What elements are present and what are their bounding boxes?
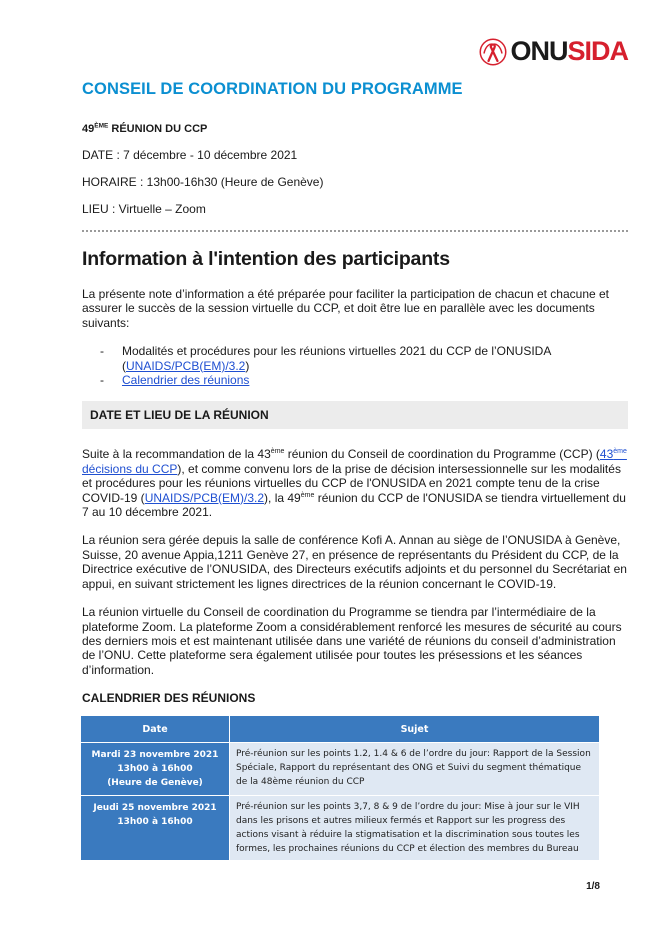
list-item: - Modalités et procédures pour les réunions virtuelles 2021 du CCP de l’ONUSIDA (UNAIDS/PCB(EM)/3.2) — [100, 344, 628, 373]
logo-text: ONUSIDA — [510, 36, 628, 66]
row-date: Jeudi 25 novembre 2021 13h00 à 16h00 — [81, 796, 230, 861]
column-header-date: Date — [81, 716, 230, 743]
column-header-subject: Sujet — [230, 716, 600, 743]
time-line: HORAIRE : 13h00-16h30 (Heure de Genève) — [82, 175, 324, 189]
page-title: CONSEIL DE COORDINATION DU PROGRAMME — [82, 80, 463, 98]
calendar-table — [80, 715, 600, 861]
date-line: DATE : 7 décembre - 10 décembre 2021 — [82, 148, 298, 162]
decisions-link[interactable]: 43ème décisions du CCP — [82, 447, 627, 476]
table-row — [81, 743, 600, 796]
row-subject: Pré-réunion sur les points 3,7, 8 & 9 de l’ordre du jour: Mise à jour sur le VIH dans les prisons et autres milieux fermés et Rapport sur les progress des actions visant à réduire la stigmatisation et la discrimination sous toutes les formes, les prochaines réunions du CCP et élection des membres du Bureau — [230, 796, 600, 861]
paragraph-venue: La réunion sera gérée depuis la salle de conférence Kofi A. Annan au siège de l’ONUSIDA à Genève, Suisse, 20 avenue Appia,1211 Genève 27, en présence de représentants du Président du CCP, de la Directrice exécutive de l’ONUSIDA, des Directeurs exécutifs adjoints et du personnel du Secrétariat en appui, en suivant strictement les lignes directrices de la réunion concernant le COVID-19. — [82, 533, 627, 591]
dotted-divider — [82, 229, 628, 232]
table-row — [81, 796, 600, 861]
section-bar-date-lieu: DATE ET LIEU DE LA RÉUNION — [82, 401, 628, 429]
page-number: 1/8 — [586, 881, 600, 892]
onusida-logo — [478, 36, 628, 67]
pcb-document-link[interactable]: UNAIDS/PCB(EM)/3.2 — [126, 358, 246, 373]
section-heading: Information à l'intention des participants — [82, 248, 450, 270]
intro-paragraph: La présente note d’information a été préparée pour faciliter la participation de chacun et chacune et assurer le succès de la session virtuelle du CCP, et doit être lue en parallèle avec les documents suivants: — [82, 287, 610, 330]
ribbon-emblem-icon — [478, 37, 508, 67]
list-item — [100, 373, 628, 387]
meeting-number: 49ÈME RÉUNION DU CCP — [82, 122, 208, 135]
pcb-document-link-2[interactable]: UNAIDS/PCB(EM)/3.2 — [144, 490, 265, 505]
row-date: Mardi 23 novembre 2021 13h00 à 16h00 (Heure de Genève) — [81, 743, 230, 796]
row-subject: Pré-réunion sur les points 1.2, 1.4 & 6 de l’ordre du jour: Rapport de la Session Spéciale, Rapport du représentant des ONG et Suivi du segment thématique de la 48ème réunion du CCP — [230, 743, 600, 796]
document-list — [82, 344, 628, 387]
location-line: LIEU : Virtuelle – Zoom — [82, 202, 206, 216]
calendar-link[interactable]: Calendrier des réunions — [122, 373, 250, 388]
document-body — [82, 80, 628, 861]
table-header-row — [81, 716, 600, 743]
paragraph-recommendation: Suite à la recommandation de la 43ème réunion du Conseil de coordination du Programme (CCP) (43ème décisions du CCP), et comme convenu lors de la prise de décision intersessionnelle sur les modalités et procédures pour les réunions virtuelles du CCP de l'ONUSIDA en 2021 compte tenu de la crise COVID-19 (UNAIDS/PCB(EM)/3.2), la 49ème réunion du CCP de l'ONUSIDA se tiendra virtuellement du 7 au 10 décembre 2021. — [82, 447, 627, 520]
paragraph-zoom: La réunion virtuelle du Conseil de coordination du Programme se tiendra par l’intermédiaire de la plateforme Zoom. La plateforme Zoom a considérablement renforcé les mesures de sécurité au cours des derniers mois et est maintenant utilisée dans une variété de réunions du conseil d’administration de l’ONU. Cette plateforme sera également utilisée pour toutes les présessions et les séances d’information. — [82, 605, 622, 677]
calendar-title: CALENDRIER DES RÉUNIONS — [82, 691, 256, 706]
